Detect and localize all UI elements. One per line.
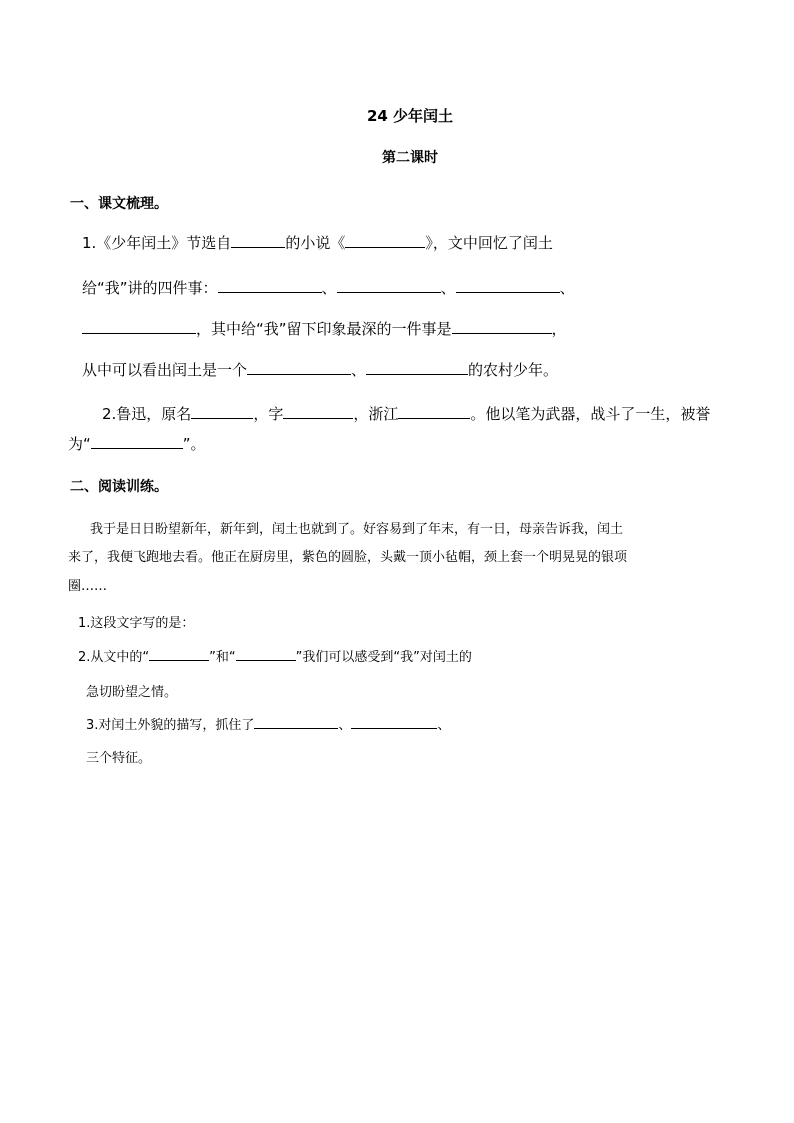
s1-q1-line4 [82, 359, 558, 380]
s1-q2-line2-text: 为“ [68, 435, 91, 453]
blank-deepest-event[interactable] [452, 318, 552, 334]
blank-event-4[interactable] [82, 318, 196, 334]
separator: 、 [338, 718, 352, 733]
separator: 、 [437, 718, 451, 733]
s1-q2-text-b: ，字 [253, 405, 284, 423]
s2-q1: 1.这段文字写的是： [78, 616, 195, 631]
blank-feature-2[interactable] [351, 715, 437, 729]
blank-feature-1[interactable] [254, 715, 338, 729]
s2-q2-line2: 急切盼望之情。 [86, 685, 178, 700]
s1-q1-line4-end: 的农村少年。 [468, 361, 559, 379]
s1-q1-line1 [82, 232, 553, 253]
blank-event-2[interactable] [337, 277, 441, 293]
blank-event-1[interactable] [218, 277, 322, 293]
blank-event-3[interactable] [456, 277, 560, 293]
blank-courtesy-name[interactable] [283, 403, 353, 419]
blank-author-country[interactable] [231, 232, 285, 248]
blank-word-1[interactable] [149, 647, 209, 661]
s1-q1-line3-end: ， [551, 320, 567, 338]
page-subtitle: 第二课时 [382, 150, 438, 166]
section2-heading: 二、阅读训练。 [70, 479, 168, 495]
separator: 、 [440, 279, 456, 297]
s1-q1-line4-text: 从中可以看出闰土是一个 [82, 361, 248, 379]
s1-q2-text-d: 。他以笔为武器，战斗了一生，被誉 [470, 405, 711, 423]
separator: 、 [351, 361, 367, 379]
blank-title-honor[interactable] [91, 433, 183, 449]
separator: 、 [321, 279, 337, 297]
blank-trait-1[interactable] [247, 359, 351, 375]
s2-q2-text-b: ”和“ [209, 650, 236, 665]
blank-hometown[interactable] [398, 403, 470, 419]
s1-q2-text-c: ，浙江 [353, 405, 399, 423]
s1-q2-line1 [102, 403, 710, 424]
page-title: 24 少年闰土 [366, 107, 454, 125]
s1-q1-line3 [82, 318, 567, 339]
s2-q2-text-a: 2.从文中的“ [78, 650, 150, 665]
passage-line-2: 来了，我便飞跑地去看。他正在厨房里，紫色的圆脸，头戴一顶小毡帽，颈上套一个明晃晃的银项 [68, 550, 628, 565]
blank-trait-2[interactable] [366, 359, 468, 375]
passage-line-3: 圈…… [68, 579, 108, 594]
s1-q1-line3-text: ，其中给“我”留下印象最深的一件事是 [196, 320, 452, 338]
blank-word-2[interactable] [236, 647, 296, 661]
s2-q3-line1 [86, 714, 450, 733]
passage-line-1: 我于是日日盼望新年，新年到，闰土也就到了。好容易到了年末，有一日，母亲告诉我，闰土 [90, 522, 624, 537]
s2-q2-line1 [78, 646, 472, 665]
s1-q2-text-a: 2.鲁迅，原名 [102, 405, 192, 423]
s1-q1-line2 [82, 277, 575, 298]
s2-q2-text-c: ”我们可以感受到“我”对闰土的 [295, 650, 472, 665]
blank-original-name[interactable] [191, 403, 253, 419]
s1-q2-line2-end: ”。 [182, 435, 206, 453]
s1-q1-text-b: 的小说《 [285, 234, 346, 252]
s1-q1-text-a: 1.《少年闰土》节选自 [82, 234, 232, 252]
separator: 、 [559, 279, 575, 297]
section1-heading: 一、课文梳理。 [70, 196, 168, 212]
s1-q1-text-c: 》，文中回忆了闰土 [425, 234, 553, 252]
s2-q3-text-a: 3.对闰土外貌的描写，抓住了 [86, 718, 255, 733]
blank-novel-name[interactable] [345, 232, 425, 248]
s1-q2-line2 [68, 433, 206, 454]
s1-q1-line2-text: 给“我”讲的四件事： [82, 279, 218, 297]
s2-q3-line2: 三个特征。 [86, 751, 152, 766]
